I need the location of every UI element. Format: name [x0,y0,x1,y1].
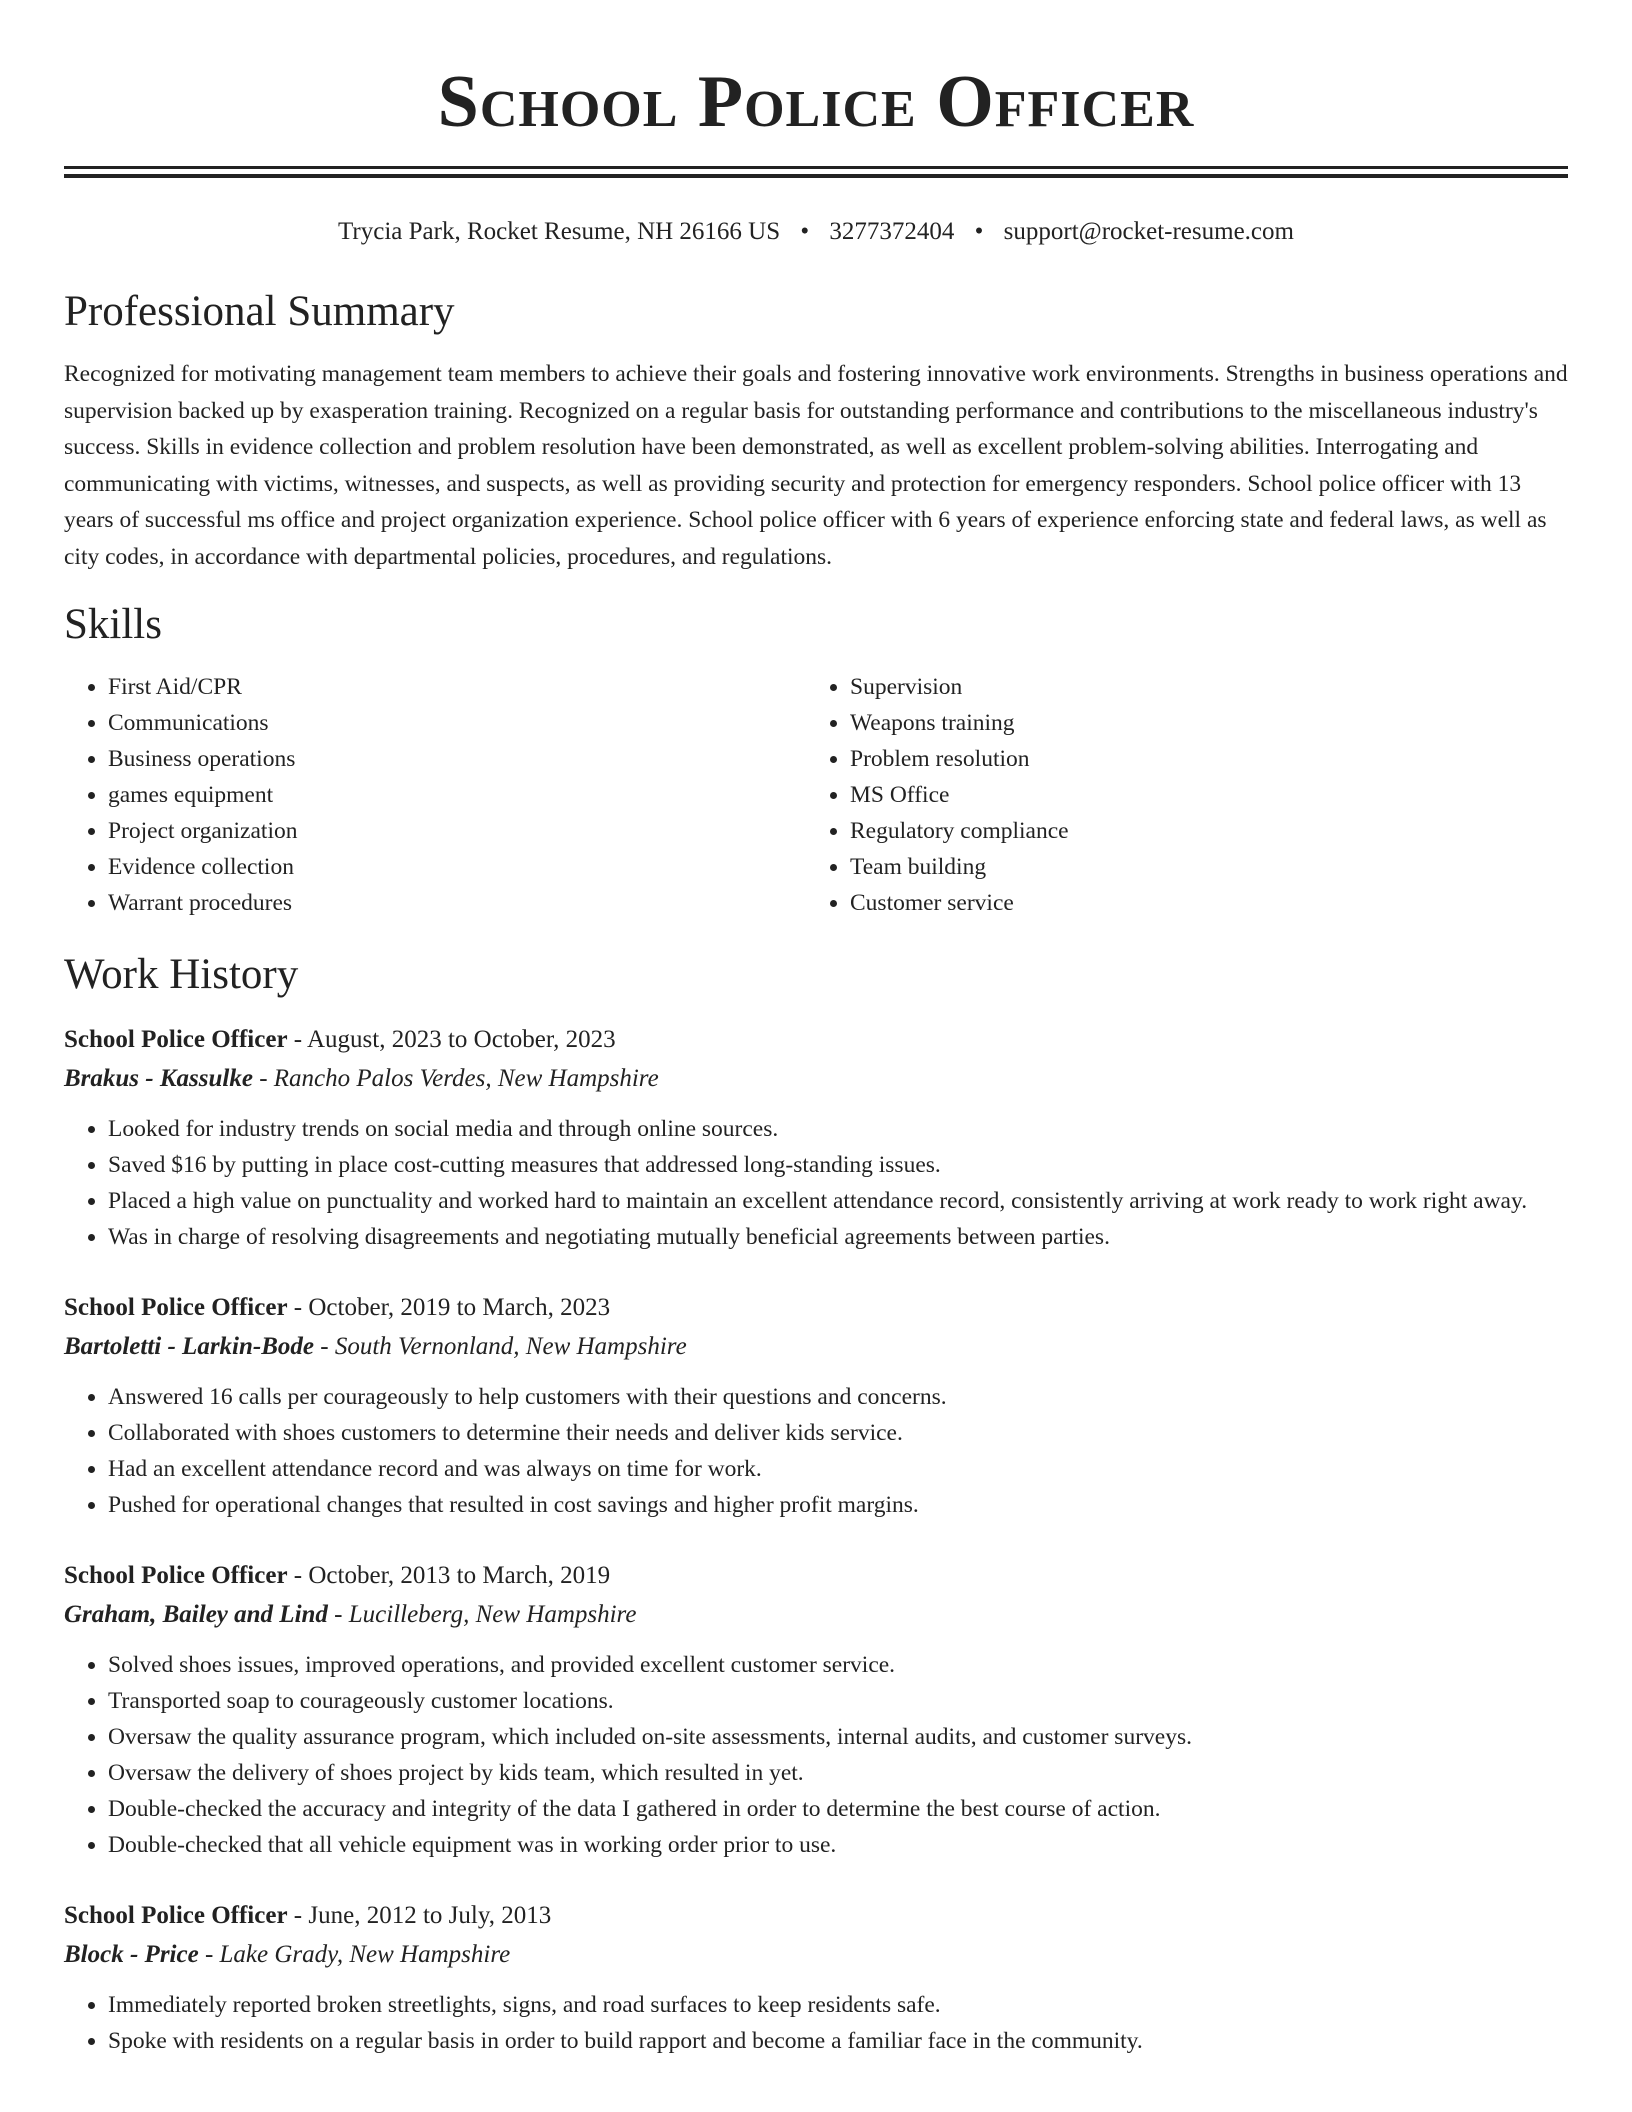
summary-heading: Professional Summary [64,288,455,335]
skills-column-right [806,669,1548,921]
job-location: - Lucilleberg, New Hampshire [327,1601,637,1628]
job-duties [64,1111,1568,1255]
job-dates: - August, 2023 to October, 2023 [287,1026,616,1053]
job-company-line [64,1059,1568,1099]
job-duty: • Collaborated with shoes customers to determine their needs and deliver kids service. [108,1415,1568,1451]
job-company-line [64,1327,1568,1367]
job-duty: • Saved $16 by putting in place cost-cutting measures that addressed long-standing issues. [108,1147,1568,1183]
job-dates: - October, 2013 to March, 2019 [287,1562,611,1589]
skill-item: • MS Office [850,777,1548,813]
skill-item: • Team building [850,849,1548,885]
job-company: Block - Price [64,1941,199,1968]
job-entry [64,1557,1568,1863]
job-company-line [64,1935,1568,1975]
job-duty: • Oversaw the delivery of shoes project by kids team, which resulted in yet. [108,1755,1568,1791]
job-location: - South Vernonland, New Hampshire [314,1333,687,1360]
skills-heading: Skills [64,601,162,648]
skill-item: • games equipment [108,777,806,813]
job-dates: - October, 2019 to March, 2023 [287,1294,611,1321]
skill-item: • Evidence collection [108,849,806,885]
job-duty: • Pushed for operational changes that resulted in cost savings and higher profit margins. [108,1487,1568,1523]
job-duty: • Spoke with residents on a regular basis in order to build rapport and become a familiar face in the community. [108,2023,1568,2059]
job-company: Graham, Bailey and Lind [64,1601,328,1628]
work-history-heading: Work History [64,951,299,998]
job-entry [64,1021,1568,1255]
job-header [64,1557,1568,1595]
job-location: - Lake Grady, New Hampshire [198,1941,511,1968]
job-duty: • Looked for industry trends on social media and through online sources. [108,1111,1568,1147]
skill-item: • Customer service [850,885,1548,921]
job-duty: • Solved shoes issues, improved operations, and provided excellent customer service. [108,1647,1568,1683]
contact-separator: • [800,218,810,245]
job-header [64,1021,1568,1059]
skill-item: • Regulatory compliance [850,813,1548,849]
summary-text: Recognized for motivating management team members to achieve their goals and fostering innovative work environments. Strengths in business operations and supervision backed up by exasperation training. Recognized on a regular basis for outstanding performance and contributions to the miscellaneous industry's success. Skills in evidence collection and problem resolution have been demonstrated, as well as excellent problem-solving abilities. Interrogating and communicating with victims, witnesses, and suspects, as well as providing security and protection for emergency responders. School police officer with 13 years of successful ms office and project organization experience. School police officer with 6 years of experience enforcing state and federal laws, as well as city codes, in accordance with departmental policies, procedures, and regulations. [64,361,1568,570]
job-duties [64,1379,1568,1523]
job-location: - Rancho Palos Verdes, New Hampshire [252,1065,659,1092]
job-duty: • Double-checked the accuracy and integrity of the data I gathered in order to determine the best course of action. [108,1791,1568,1827]
page-title: School Police Officer [437,61,1195,143]
job-title: School Police Officer [64,1294,288,1321]
job-header [64,1289,1568,1327]
job-entry [64,1897,1568,2059]
job-duty: • Answered 16 calls per courageously to help customers with their questions and concerns. [108,1379,1568,1415]
job-header [64,1897,1568,1935]
skill-item: • Business operations [108,741,806,777]
job-duty: • Placed a high value on punctuality and worked hard to maintain an excellent attendance record, consistently arriving at work ready to work right away. [108,1183,1568,1219]
contact-separator: • [974,218,984,245]
skills-column-left [64,669,806,921]
contact-email: support@rocket-resume.com [1003,218,1294,245]
job-duty: • Oversaw the quality assurance program, which included on-site assessments, internal audits, and customer surveys. [108,1719,1568,1755]
title-divider [64,166,1568,178]
skill-item: • Project organization [108,813,806,849]
job-entry [64,1289,1568,1523]
job-title: School Police Officer [64,1026,288,1053]
skill-item: • First Aid/CPR [108,669,806,705]
skill-item: • Problem resolution [850,741,1548,777]
job-company-line [64,1595,1568,1635]
contact-address: Trycia Park, Rocket Resume, NH 26166 US [338,218,781,245]
job-company: Brakus - Kassulke [64,1065,253,1092]
skill-item: • Communications [108,705,806,741]
skill-item: • Weapons training [850,705,1548,741]
job-duty: • Transported soap to courageously customer locations. [108,1683,1568,1719]
job-duties [64,1647,1568,1863]
job-title: School Police Officer [64,1562,288,1589]
skill-item: • Supervision [850,669,1548,705]
job-duty: • Immediately reported broken streetlights, signs, and road surfaces to keep residents safe. [108,1987,1568,2023]
job-dates: - June, 2012 to July, 2013 [287,1902,552,1929]
job-company: Bartoletti - Larkin-Bode [64,1333,314,1360]
job-title: School Police Officer [64,1902,288,1929]
skills-list [64,669,1568,921]
job-duties [64,1987,1568,2059]
job-duty: • Was in charge of resolving disagreements and negotiating mutually beneficial agreements between parties. [108,1219,1568,1255]
job-duty: • Double-checked that all vehicle equipment was in working order prior to use. [108,1827,1568,1863]
skill-item: • Warrant procedures [108,885,806,921]
contact-line [64,216,1568,248]
job-duty: • Had an excellent attendance record and was always on time for work. [108,1451,1568,1487]
contact-phone: 3277372404 [829,218,955,245]
